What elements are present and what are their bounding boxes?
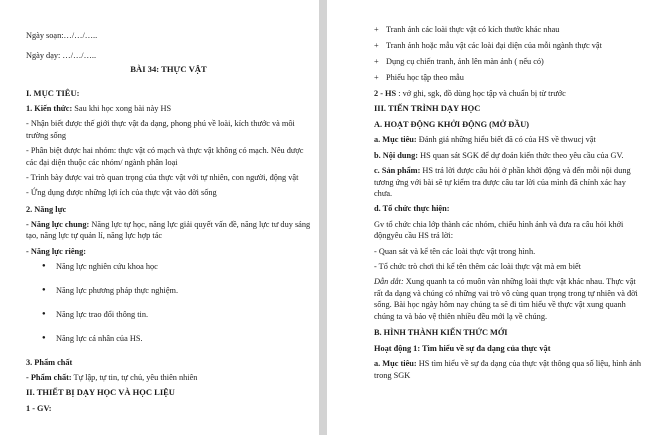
materials-list — [374, 24, 642, 83]
quality-label: - Phẩm chất: — [26, 373, 72, 383]
list-item: + Phiếu học tập theo mẫu — [386, 72, 642, 83]
left-page — [0, 0, 319, 435]
section-objectives: I. MỤC TIÊU: — [26, 88, 80, 98]
activity-a-heading: A. HOẠT ĐỘNG KHỞI ĐỘNG (MỞ ĐẦU) — [374, 120, 529, 130]
act1-goal — [374, 358, 642, 381]
lead-in — [374, 276, 642, 322]
general-skill-label: - Năng lực chung: — [26, 219, 90, 229]
a-goal — [374, 134, 642, 145]
activity-1-heading: Hoạt động 1: Tìm hiểu về sự đa dạng của thực vật — [374, 344, 551, 354]
d-org-item-2: - Quan sát và kể tên các loài thực vật trong hình. — [374, 246, 536, 256]
list-item: ● Năng lực nghiên cứu khoa học — [56, 261, 311, 272]
lead-text: Xung quanh ta có muôn vàn những loài thực vật khác nhau. Thực vật rất đa dạng và chúng có những vai trò vô cùng quan trọng trong tự nhiên và đời sống. Bài học ngày hôm nay chúng ta sẽ đi tìm hiểu về thực vật xung quanh chúng ta và bảo vệ thiên nhiều đều mới lạ về chúng. — [374, 277, 638, 321]
list-item: ● Năng lực cá nhân của HS. — [56, 333, 311, 344]
general-skill — [26, 219, 311, 242]
c-product-text: HS trả lời được câu hỏi ở phần khởi động và đến mỗi nội dung tương ứng với bài sẽ tự kiểm tra được câu tar lời của mình đã chính xác hay chưa. — [374, 166, 631, 199]
b-content — [374, 150, 642, 161]
d-org-label: d. Tổ chức thực hiện: — [374, 204, 450, 214]
knowledge-item-3: - Trình bày được vai trò quan trọng của thực vật với tự nhiên, con người, động vật — [26, 173, 299, 183]
lesson-title: BÀI 34: THỰC VẬT — [130, 64, 207, 74]
teacher-heading: 1 - GV: — [26, 404, 52, 414]
skill-heading: 2. Năng lực — [26, 204, 67, 214]
c-product-label: c. Sản phẩm: — [374, 166, 421, 176]
quality-text: Tự lập, tự tin, tự chủ, yêu thiên nhiên — [71, 373, 198, 383]
activity-b-heading: B. HÌNH THÀNH KIẾN THỨC MỚI — [374, 328, 508, 338]
a-goal-label: a. Mục tiêu: — [374, 135, 417, 145]
knowledge-item-1: - Nhận biết được thế giới thực vật đa dạng, phong phú về loài, kích thước và môi trường sống — [26, 119, 295, 140]
act1-goal-label: a. Mục tiêu: — [374, 359, 417, 369]
knowledge-label: 1. Kiến thức: — [26, 104, 73, 113]
knowledge-heading — [26, 103, 311, 114]
list-item: ● Năng lực trao đổi thông tin. — [56, 309, 311, 320]
knowledge-item-4: - Ứng dụng được những lợi ích của thực vật vào đời sống — [26, 188, 217, 198]
list-item: + Tranh ảnh hoặc mẫu vật các loài đại diện của mỗi ngành thực vật — [386, 40, 642, 51]
knowledge-text: Sau khi học xong bài này HS — [72, 104, 172, 113]
quality-line — [26, 372, 311, 383]
list-item: + Dụng cụ chiến tranh, ảnh lên màn ảnh ( nếu có) — [386, 56, 642, 67]
a-goal-text: Đánh giá những hiểu biết đã có của HS về thwucj vật — [416, 135, 596, 145]
student-prep — [374, 88, 642, 99]
section-equipment: II. THIẾT BỊ DẠY HỌC VÀ HỌC LIỆU — [26, 387, 175, 398]
d-org-item-1: Gv tổ chức chia lớp thành các nhóm, chiếu hình ảnh và đưa ra câu hỏi khởi độngyêu cầu HS trả lời: — [374, 219, 624, 241]
act1-goal-text: HS tìm hiểu về sự đa dạng của thực vật thông qua số liệu, hình ảnh trong SGK — [374, 359, 642, 380]
specific-skill-list — [26, 261, 311, 344]
specific-skill-label: - Năng lực riêng: — [26, 246, 87, 256]
section-process: III. TIẾN TRÌNH DẠY HỌC — [374, 103, 481, 114]
b-content-label: b. Nội dung: — [374, 150, 419, 160]
d-org-item-3: - Tổ chức trò chơi thi kể tên thêm các loài thực vật mà em biết — [374, 262, 581, 272]
date-taught: Ngày dạy: …/…/….. — [26, 51, 97, 60]
b-content-text: HS quan sát SGK để dự đoán kiến thức theo yêu cầu của GV. — [418, 150, 624, 160]
quality-heading: 3. Phẩm chất — [26, 358, 73, 368]
right-page — [327, 0, 650, 435]
student-text: : vở ghi, sgk, đồ dùng học tập và chuẩn bị từ trước — [396, 89, 566, 98]
page-gap — [319, 0, 327, 435]
knowledge-item-2: - Phân biệt được hai nhóm: thực vật có mạch và thực vật không có mạch. Nêu được các đại diện thuộc các nhóm/ ngành phân loại — [26, 146, 304, 167]
c-product — [374, 165, 642, 199]
date-composed: Ngày soạn:…/…/….. — [26, 31, 98, 40]
general-skill-text: Năng lực tự học, năng lực giải quyết vấn đề, năng lực tư duy sáng tạo, năng lực tự quản lí, năng lực hợp tác — [26, 219, 311, 241]
student-label: 2 - HS — [374, 89, 397, 98]
list-item: ● Năng lực phương pháp thực nghiệm. — [56, 285, 311, 296]
list-item: + Tranh ảnh các loài thực vật có kích thước khác nhau — [386, 24, 642, 35]
lead-label: Dẫn dắt: — [374, 277, 404, 287]
